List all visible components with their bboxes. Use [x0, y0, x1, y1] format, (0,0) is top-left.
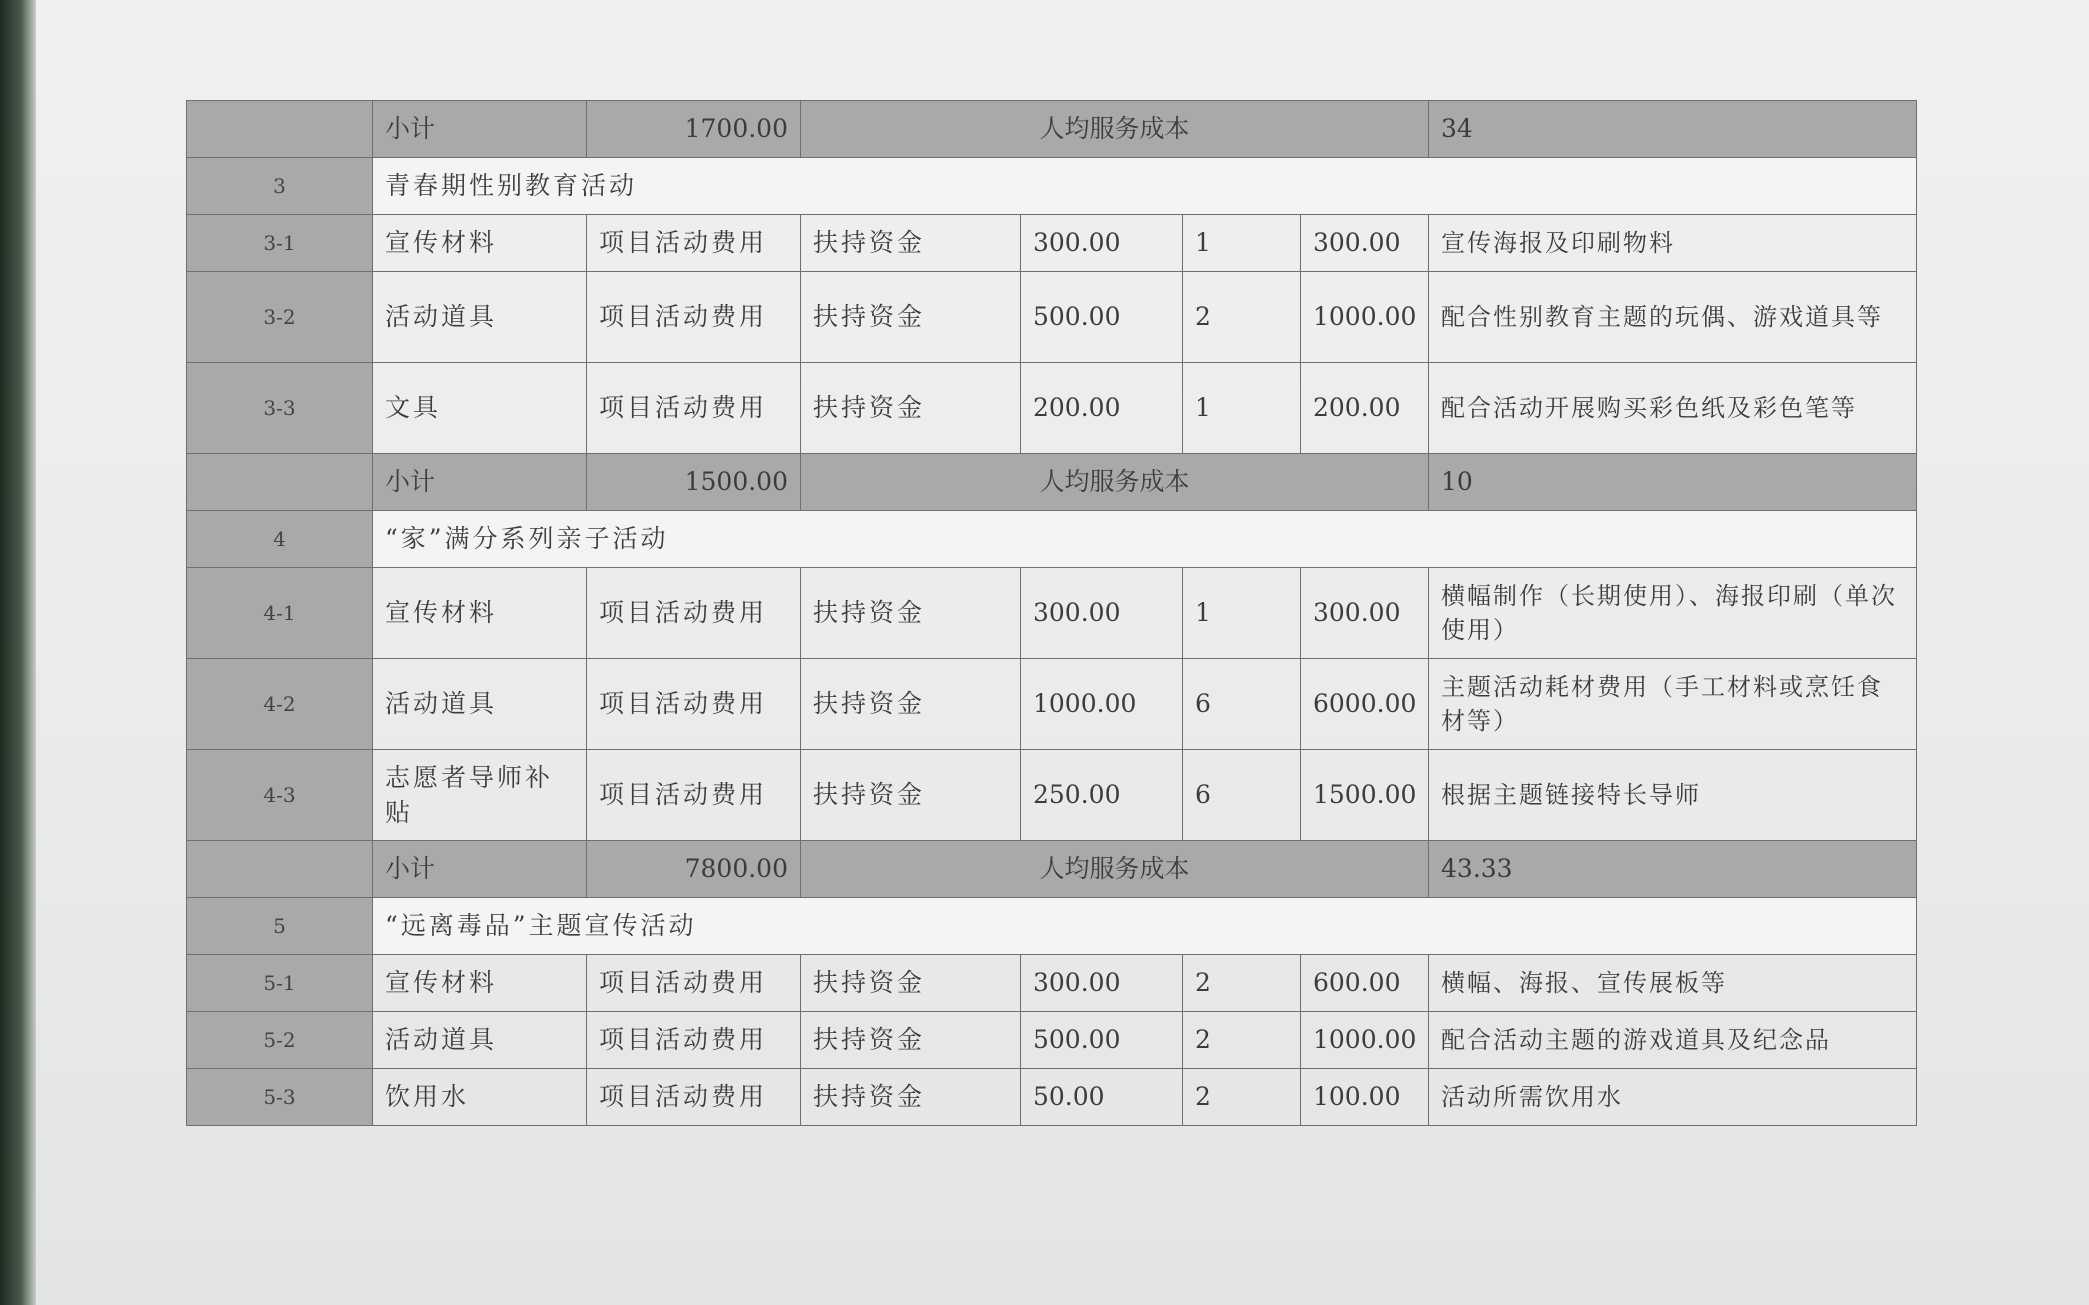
item-total: 1000.00: [1301, 272, 1429, 363]
item-note: 配合活动开展购买彩色纸及彩色笔等: [1429, 363, 1917, 454]
table-row: [187, 1012, 1917, 1069]
item-funding-source: 扶持资金: [801, 659, 1021, 750]
subtotal-row: [187, 454, 1917, 511]
item-quantity: 2: [1183, 272, 1301, 363]
table-row: [187, 363, 1917, 454]
item-funding-source: 扶持资金: [801, 955, 1021, 1012]
table-row: [187, 1069, 1917, 1126]
subtotal-index-cell: [187, 841, 373, 898]
table-row: [187, 750, 1917, 841]
item-note: 主题活动耗材费用（手工材料或烹饪食材等）: [1429, 659, 1917, 750]
item-note: 配合性别教育主题的玩偶、游戏道具等: [1429, 272, 1917, 363]
section-title: 青春期性别教育活动: [373, 158, 1917, 215]
section-header-row: [187, 511, 1917, 568]
budget-table: [186, 100, 1917, 1126]
item-name: 宣传材料: [373, 215, 587, 272]
item-funding-source: 扶持资金: [801, 215, 1021, 272]
item-quantity: 1: [1183, 363, 1301, 454]
item-name: 宣传材料: [373, 568, 587, 659]
subtotal-amount: 1700.00: [587, 101, 801, 158]
item-total: 300.00: [1301, 215, 1429, 272]
item-number: 4-2: [187, 659, 373, 750]
item-funding-source: 扶持资金: [801, 272, 1021, 363]
item-category: 项目活动费用: [587, 272, 801, 363]
item-total: 6000.00: [1301, 659, 1429, 750]
item-unit-price: 50.00: [1021, 1069, 1183, 1126]
item-quantity: 6: [1183, 750, 1301, 841]
item-total: 1000.00: [1301, 1012, 1429, 1069]
section-number: 3: [187, 158, 373, 215]
item-number: 5-2: [187, 1012, 373, 1069]
photo-background-edge: [0, 0, 38, 1305]
item-number: 4-1: [187, 568, 373, 659]
item-number: 3-1: [187, 215, 373, 272]
item-funding-source: 扶持资金: [801, 750, 1021, 841]
item-number: 5-3: [187, 1069, 373, 1126]
item-total: 1500.00: [1301, 750, 1429, 841]
item-unit-price: 500.00: [1021, 272, 1183, 363]
item-number: 3-2: [187, 272, 373, 363]
item-funding-source: 扶持资金: [801, 1069, 1021, 1126]
subtotal-index-cell: [187, 101, 373, 158]
per-capita-cost-value: 10: [1429, 454, 1917, 511]
item-name: 活动道具: [373, 1012, 587, 1069]
per-capita-cost-label: 人均服务成本: [801, 101, 1429, 158]
item-name: 活动道具: [373, 659, 587, 750]
subtotal-amount: 7800.00: [587, 841, 801, 898]
item-unit-price: 1000.00: [1021, 659, 1183, 750]
subtotal-label: 小计: [373, 101, 587, 158]
item-unit-price: 200.00: [1021, 363, 1183, 454]
item-total: 100.00: [1301, 1069, 1429, 1126]
item-note: 配合活动主题的游戏道具及纪念品: [1429, 1012, 1917, 1069]
section-title: “家”满分系列亲子活动: [373, 511, 1917, 568]
item-quantity: 1: [1183, 215, 1301, 272]
item-unit-price: 500.00: [1021, 1012, 1183, 1069]
item-category: 项目活动费用: [587, 568, 801, 659]
item-funding-source: 扶持资金: [801, 363, 1021, 454]
item-category: 项目活动费用: [587, 659, 801, 750]
subtotal-label: 小计: [373, 841, 587, 898]
item-category: 项目活动费用: [587, 363, 801, 454]
item-quantity: 6: [1183, 659, 1301, 750]
item-total: 200.00: [1301, 363, 1429, 454]
per-capita-cost-label: 人均服务成本: [801, 841, 1429, 898]
item-quantity: 1: [1183, 568, 1301, 659]
table-row: [187, 568, 1917, 659]
section-number: 5: [187, 898, 373, 955]
subtotal-amount: 1500.00: [587, 454, 801, 511]
item-name: 饮用水: [373, 1069, 587, 1126]
item-total: 600.00: [1301, 955, 1429, 1012]
item-category: 项目活动费用: [587, 215, 801, 272]
section-title: “远离毒品”主题宣传活动: [373, 898, 1917, 955]
item-unit-price: 300.00: [1021, 568, 1183, 659]
per-capita-cost-label: 人均服务成本: [801, 454, 1429, 511]
per-capita-cost-value: 43.33: [1429, 841, 1917, 898]
item-quantity: 2: [1183, 1069, 1301, 1126]
item-quantity: 2: [1183, 955, 1301, 1012]
item-number: 4-3: [187, 750, 373, 841]
subtotal-row: [187, 841, 1917, 898]
section-header-row: [187, 158, 1917, 215]
item-number: 5-1: [187, 955, 373, 1012]
item-quantity: 2: [1183, 1012, 1301, 1069]
item-total: 300.00: [1301, 568, 1429, 659]
table-row: [187, 659, 1917, 750]
item-category: 项目活动费用: [587, 1012, 801, 1069]
item-name: 志愿者导师补贴: [373, 750, 587, 841]
item-name: 宣传材料: [373, 955, 587, 1012]
item-note: 活动所需饮用水: [1429, 1069, 1917, 1126]
item-category: 项目活动费用: [587, 1069, 801, 1126]
item-category: 项目活动费用: [587, 750, 801, 841]
section-header-row: [187, 898, 1917, 955]
item-name: 文具: [373, 363, 587, 454]
table-row: [187, 272, 1917, 363]
subtotal-row: [187, 101, 1917, 158]
subtotal-label: 小计: [373, 454, 587, 511]
item-note: 宣传海报及印刷物料: [1429, 215, 1917, 272]
section-number: 4: [187, 511, 373, 568]
table-row: [187, 215, 1917, 272]
item-category: 项目活动费用: [587, 955, 801, 1012]
per-capita-cost-value: 34: [1429, 101, 1917, 158]
item-funding-source: 扶持资金: [801, 1012, 1021, 1069]
item-unit-price: 300.00: [1021, 955, 1183, 1012]
item-funding-source: 扶持资金: [801, 568, 1021, 659]
item-unit-price: 250.00: [1021, 750, 1183, 841]
item-number: 3-3: [187, 363, 373, 454]
subtotal-index-cell: [187, 454, 373, 511]
item-note: 根据主题链接特长导师: [1429, 750, 1917, 841]
item-note: 横幅、海报、宣传展板等: [1429, 955, 1917, 1012]
item-name: 活动道具: [373, 272, 587, 363]
table-row: [187, 955, 1917, 1012]
item-note: 横幅制作（长期使用）、海报印刷（单次使用）: [1429, 568, 1917, 659]
item-unit-price: 300.00: [1021, 215, 1183, 272]
